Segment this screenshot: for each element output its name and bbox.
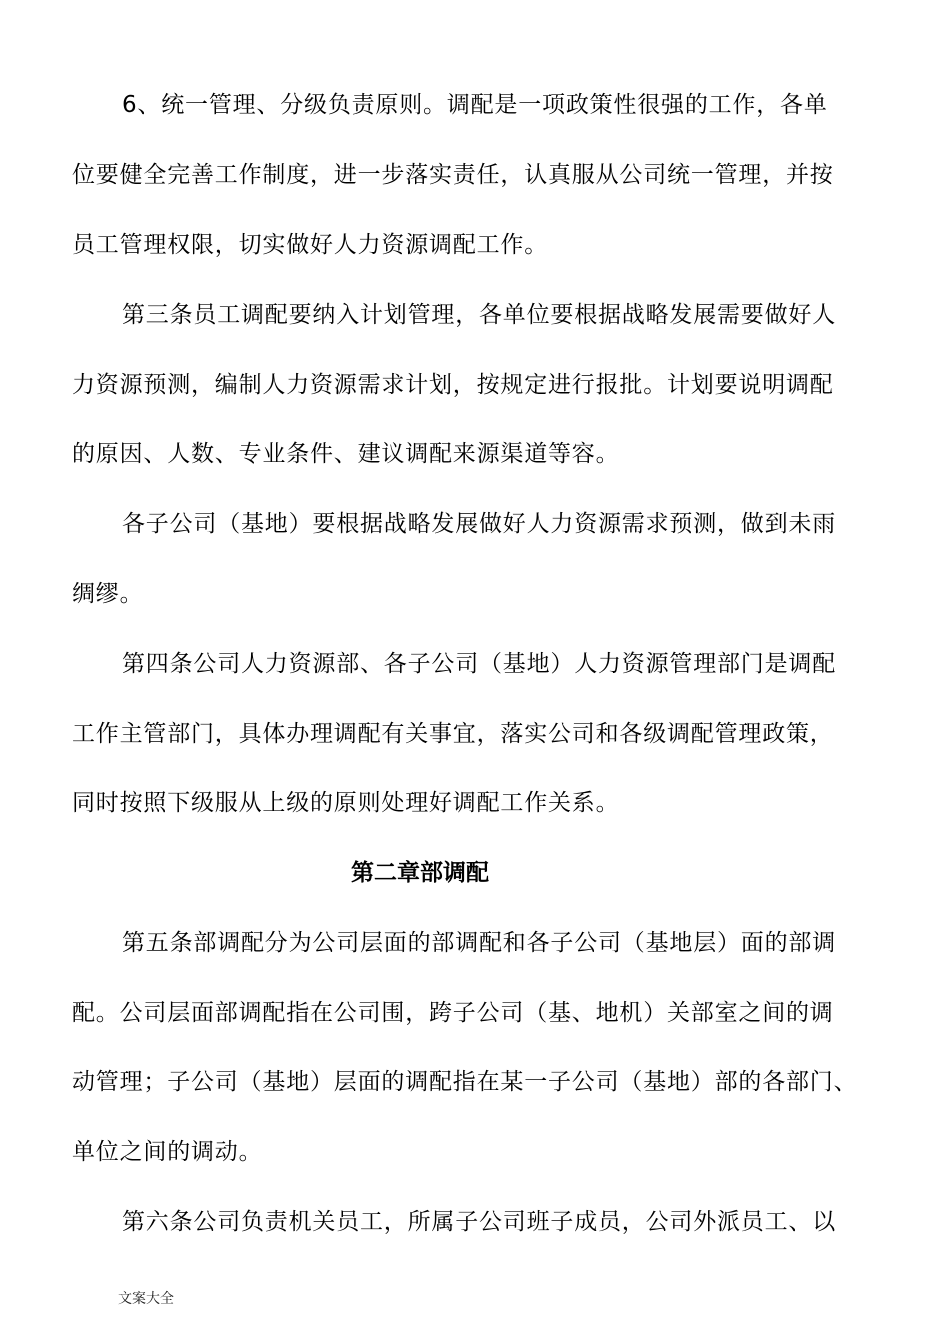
text-line: 绸缪。 bbox=[72, 581, 144, 607]
text-line: 力资源预测，编制人力资源需求计划，按规定进行报批。计划要说明调配 bbox=[72, 372, 834, 398]
chapter-heading: 第二章部调配 bbox=[351, 860, 489, 886]
text-line: 动管理；子公司（基地）层面的调配指在某一子公司（基地）部的各部门、 bbox=[72, 1069, 858, 1095]
page-footer: 文案大全 bbox=[118, 1291, 174, 1307]
text-line: 第五条部调配分为公司层面的部调配和各子公司（基地层）面的部调 bbox=[122, 930, 836, 956]
text-line: 工作主管部门，具体办理调配有关事宜，落实公司和各级调配管理政策， bbox=[72, 721, 834, 747]
text-line: 单位之间的调动。 bbox=[72, 1139, 263, 1165]
text-line: 的原因、人数、专业条件、建议调配来源渠道等容。 bbox=[72, 441, 620, 467]
text-line: 同时按照下级服从上级的原则处理好调配工作关系。 bbox=[72, 790, 620, 816]
text-line: 第六条公司负责机关员工，所属子公司班子成员，公司外派员工、以 bbox=[122, 1209, 836, 1235]
text-line: 6、统一管理、分级负责原则。调配是一项政策性很强的工作，各单 bbox=[122, 92, 828, 118]
text-line: 各子公司（基地）要根据战略发展做好人力资源需求预测，做到未雨 bbox=[122, 511, 836, 537]
text-line: 员工管理权限，切实做好人力资源调配工作。 bbox=[72, 232, 548, 258]
text-line: 第四条公司人力资源部、各子公司（基地）人力资源管理部门是调配 bbox=[122, 651, 836, 677]
text-line: 第三条员工调配要纳入计划管理，各单位要根据战略发展需要做好人 bbox=[122, 302, 836, 328]
text-line: 位要健全完善工作制度，进一步落实责任，认真服从公司统一管理，并按 bbox=[72, 162, 834, 188]
text-line: 配。公司层面部调配指在公司围，跨子公司（基、地机）关部室之间的调 bbox=[72, 1000, 834, 1026]
